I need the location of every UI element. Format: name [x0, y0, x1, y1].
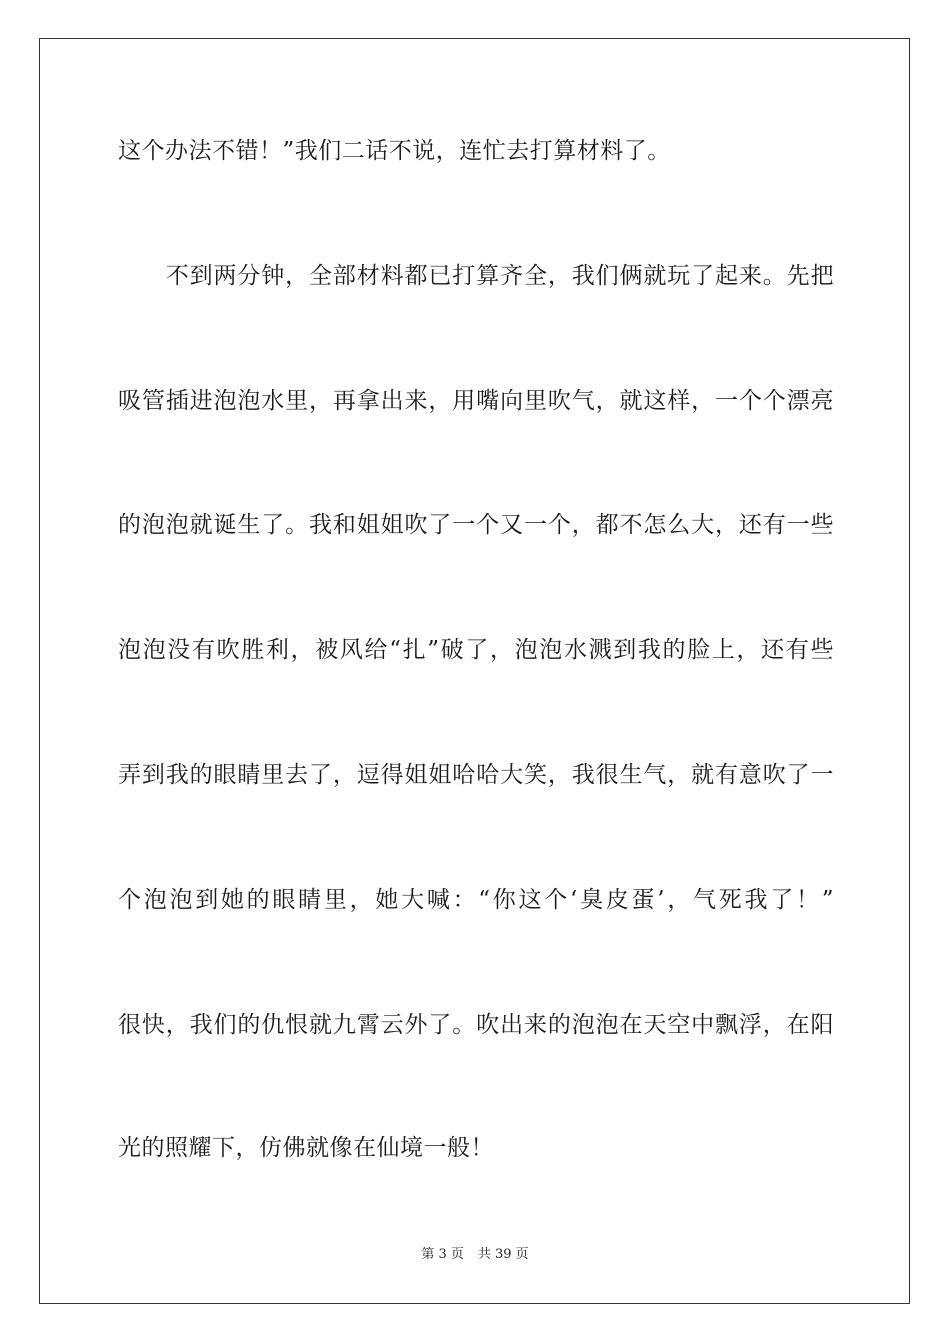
paragraph-line-5: 泡泡没有吹胜利，被风给“扎”破了，泡泡水溅到我的脸上，还有些 — [118, 637, 834, 663]
paragraph-line-3: 吸管插进泡泡水里，再拿出来，用嘴向里吹气，就这样，一个个漂亮 — [118, 388, 834, 414]
paragraph-line-8: 很快，我们的仇恨就九霄云外了。吹出来的泡泡在天空中飘浮，在阳 — [118, 1012, 834, 1038]
page-footer — [0, 1247, 950, 1263]
paragraph-line-4: 的泡泡就诞生了。我和姐姐吹了一个又一个，都不怎么大，还有一些 — [118, 512, 834, 538]
paragraph-line-9: 光的照耀下，仿佛就像在仙境一般！ — [118, 1135, 494, 1161]
page-border — [39, 38, 910, 1304]
page-total: 共 39 页 — [477, 1247, 529, 1262]
paragraph-line-2: 不到两分钟，全部材料都已打算齐全，我们俩就玩了起来。先把 — [118, 263, 834, 289]
page-number: 第 3 页 — [421, 1247, 464, 1262]
paragraph-line-6: 弄到我的眼睛里去了，逗得姐姐哈哈大笑，我很生气，就有意吹了一 — [118, 762, 834, 788]
paragraph-line-1: 这个办法不错！”我们二话不说，连忙去打算材料了。 — [118, 138, 671, 164]
paragraph-line-7: 个泡泡到她的眼睛里，她大喊：“你这个‘臭皮蛋’，气死我了！” — [118, 887, 834, 913]
